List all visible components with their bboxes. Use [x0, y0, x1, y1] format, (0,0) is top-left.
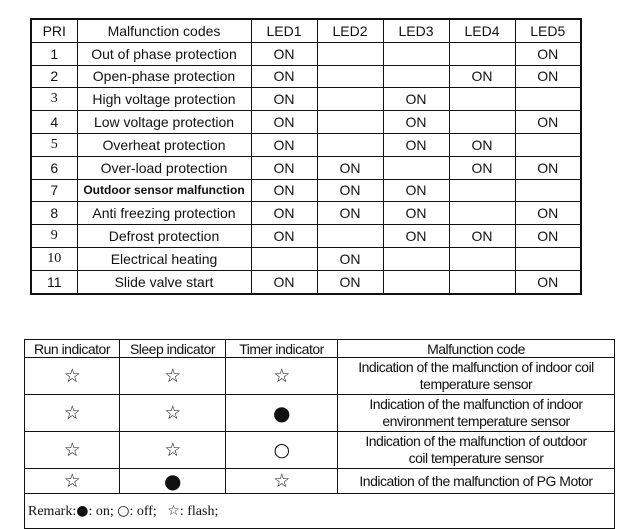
- malfunction-code-cell: Anti freezing protection: [77, 202, 251, 225]
- malfunction-code-line: Indication of the malfunction of indoor: [369, 396, 583, 412]
- led1-cell: ON: [251, 42, 317, 65]
- led1-cell: ON: [251, 179, 317, 202]
- table-row: [25, 432, 615, 469]
- led5-cell: ON: [515, 156, 581, 179]
- pri-cell: 9: [31, 225, 77, 248]
- header-led1: LED1: [251, 19, 317, 42]
- led1-cell: ON: [251, 270, 317, 293]
- led1-cell: ON: [251, 133, 317, 156]
- table-row: [31, 225, 581, 248]
- on-icon: ●: [76, 502, 89, 519]
- run-indicator-flash-icon: ☆: [25, 358, 120, 395]
- header-malfunction-code: Malfunction code: [338, 340, 615, 358]
- malfunction-code-line: coil temperature sensor: [408, 450, 544, 466]
- led2-cell: [317, 225, 383, 248]
- malfunction-code-cell: Low voltage protection: [77, 111, 251, 134]
- led3-cell: [383, 156, 449, 179]
- malfunction-code-cell: [338, 469, 615, 494]
- malfunction-code-line: temperature sensor: [419, 376, 533, 392]
- led5-cell: ON: [515, 42, 581, 65]
- off-icon: ○: [117, 502, 130, 519]
- table-row: [31, 247, 581, 270]
- led1-cell: ON: [251, 202, 317, 225]
- pri-cell: 11: [31, 270, 77, 293]
- led1-cell: ON: [251, 65, 317, 88]
- led5-cell: ON: [515, 270, 581, 293]
- sleep-indicator-flash-icon: ☆: [120, 432, 226, 469]
- table1-header-row: [31, 19, 581, 42]
- run-indicator-flash-icon: ☆: [25, 432, 120, 469]
- led2-cell: [317, 133, 383, 156]
- led2-cell: [317, 65, 383, 88]
- table-row: [25, 395, 615, 432]
- led2-cell: ON: [317, 247, 383, 270]
- malfunction-code-cell: Slide valve start: [77, 270, 251, 293]
- malfunction-code-line: Indication of the malfunction of PG Motor: [359, 472, 593, 489]
- malfunction-code-cell: Open-phase protection: [77, 65, 251, 88]
- led1-cell: [251, 247, 317, 270]
- malfunction-code-cell: Outdoor sensor malfunction: [77, 179, 251, 202]
- led4-cell: ON: [449, 156, 515, 179]
- led4-cell: [449, 88, 515, 111]
- led1-cell: ON: [251, 225, 317, 248]
- led3-cell: ON: [383, 225, 449, 248]
- pri-cell: 2: [31, 65, 77, 88]
- table-row: [31, 42, 581, 65]
- header-malfunction-codes: Malfunction codes: [77, 19, 251, 42]
- malfunction-code-cell: Out of phase protection: [77, 42, 251, 65]
- table-row: [25, 469, 615, 494]
- table-row: [31, 179, 581, 202]
- led3-cell: [383, 65, 449, 88]
- malfunction-code-cell: Over-load protection: [77, 156, 251, 179]
- led5-cell: ON: [515, 65, 581, 88]
- pri-cell: 7: [31, 179, 77, 202]
- malfunction-code-cell: High voltage protection: [77, 88, 251, 111]
- remark: [25, 494, 615, 529]
- header-led5: LED5: [515, 19, 581, 42]
- timer-indicator-flash-icon: ☆: [226, 358, 338, 395]
- table-row: [31, 133, 581, 156]
- led1-cell: ON: [251, 88, 317, 111]
- header-led2: LED2: [317, 19, 383, 42]
- led3-cell: [383, 42, 449, 65]
- timer-indicator-on-icon: ●: [226, 395, 338, 432]
- led3-cell: [383, 247, 449, 270]
- pri-cell: 4: [31, 111, 77, 134]
- led2-cell: ON: [317, 156, 383, 179]
- led3-cell: ON: [383, 111, 449, 134]
- malfunction-code-cell: Defrost protection: [77, 225, 251, 248]
- off-legend-text: : off;: [129, 503, 157, 519]
- sleep-indicator-flash-icon: ☆: [120, 395, 226, 432]
- run-indicator-flash-icon: ☆: [25, 395, 120, 432]
- led3-cell: [383, 270, 449, 293]
- pri-cell: 3: [31, 88, 77, 111]
- indicator-malfunction-table: [24, 339, 615, 529]
- led3-cell: ON: [383, 133, 449, 156]
- led3-cell: ON: [383, 202, 449, 225]
- header-led3: LED3: [383, 19, 449, 42]
- led5-cell: [515, 88, 581, 111]
- led5-cell: ON: [515, 202, 581, 225]
- pri-cell: 1: [31, 42, 77, 65]
- led5-cell: ON: [515, 225, 581, 248]
- table-row: [31, 270, 581, 293]
- malfunction-code-cell: [338, 432, 615, 469]
- table-row: [31, 111, 581, 134]
- led5-cell: [515, 179, 581, 202]
- header-led4: LED4: [449, 19, 515, 42]
- led4-cell: [449, 42, 515, 65]
- led4-cell: ON: [449, 225, 515, 248]
- header-timer-indicator: Timer indicator: [226, 340, 338, 358]
- malfunction-code-cell: Electrical heating: [77, 247, 251, 270]
- led4-cell: [449, 202, 515, 225]
- led4-cell: [449, 247, 515, 270]
- led2-cell: ON: [317, 202, 383, 225]
- table-row: [31, 65, 581, 88]
- remark-row: [25, 494, 615, 529]
- led2-cell: [317, 88, 383, 111]
- timer-indicator-off-icon: ○: [226, 432, 338, 469]
- led2-cell: [317, 42, 383, 65]
- remark-label: Remark:: [28, 503, 77, 519]
- table-row: [31, 88, 581, 111]
- flash-icon: ☆: [167, 502, 180, 519]
- led4-cell: ON: [449, 65, 515, 88]
- pri-cell: 8: [31, 202, 77, 225]
- table-row: [31, 202, 581, 225]
- led2-cell: ON: [317, 179, 383, 202]
- led4-cell: ON: [449, 133, 515, 156]
- header-run-indicator: Run indicator: [25, 340, 120, 358]
- run-indicator-flash-icon: ☆: [25, 469, 120, 494]
- led-malfunction-table: [30, 18, 582, 295]
- malfunction-code-cell: [338, 395, 615, 432]
- pri-cell: 5: [31, 133, 77, 156]
- led3-cell: ON: [383, 88, 449, 111]
- table-row: [25, 358, 615, 395]
- led4-cell: [449, 270, 515, 293]
- table-row: [31, 156, 581, 179]
- led1-cell: ON: [251, 111, 317, 134]
- led2-cell: [317, 111, 383, 134]
- malfunction-code-line: Indication of the malfunction of outdoor: [365, 433, 587, 449]
- led5-cell: [515, 247, 581, 270]
- header-sleep-indicator: Sleep indicator: [120, 340, 226, 358]
- malfunction-code-line: environment temperature sensor: [382, 413, 570, 429]
- on-legend-text: : on;: [88, 503, 114, 519]
- table2-header-row: [25, 340, 615, 358]
- led3-cell: ON: [383, 179, 449, 202]
- malfunction-code-cell: [338, 358, 615, 395]
- sleep-indicator-flash-icon: ☆: [120, 358, 226, 395]
- led4-cell: [449, 111, 515, 134]
- malfunction-code-cell: Overheat protection: [77, 133, 251, 156]
- led1-cell: ON: [251, 156, 317, 179]
- pri-cell: 6: [31, 156, 77, 179]
- led4-cell: [449, 179, 515, 202]
- sleep-indicator-on-icon: ●: [120, 469, 226, 494]
- timer-indicator-flash-icon: ☆: [226, 469, 338, 494]
- flash-legend-text: : flash;: [179, 503, 219, 519]
- pri-cell: 10: [31, 247, 77, 270]
- malfunction-code-line: Indication of the malfunction of indoor coil: [358, 359, 594, 375]
- led5-cell: ON: [515, 111, 581, 134]
- led2-cell: ON: [317, 270, 383, 293]
- led5-cell: [515, 133, 581, 156]
- header-pri: PRI: [31, 19, 77, 42]
